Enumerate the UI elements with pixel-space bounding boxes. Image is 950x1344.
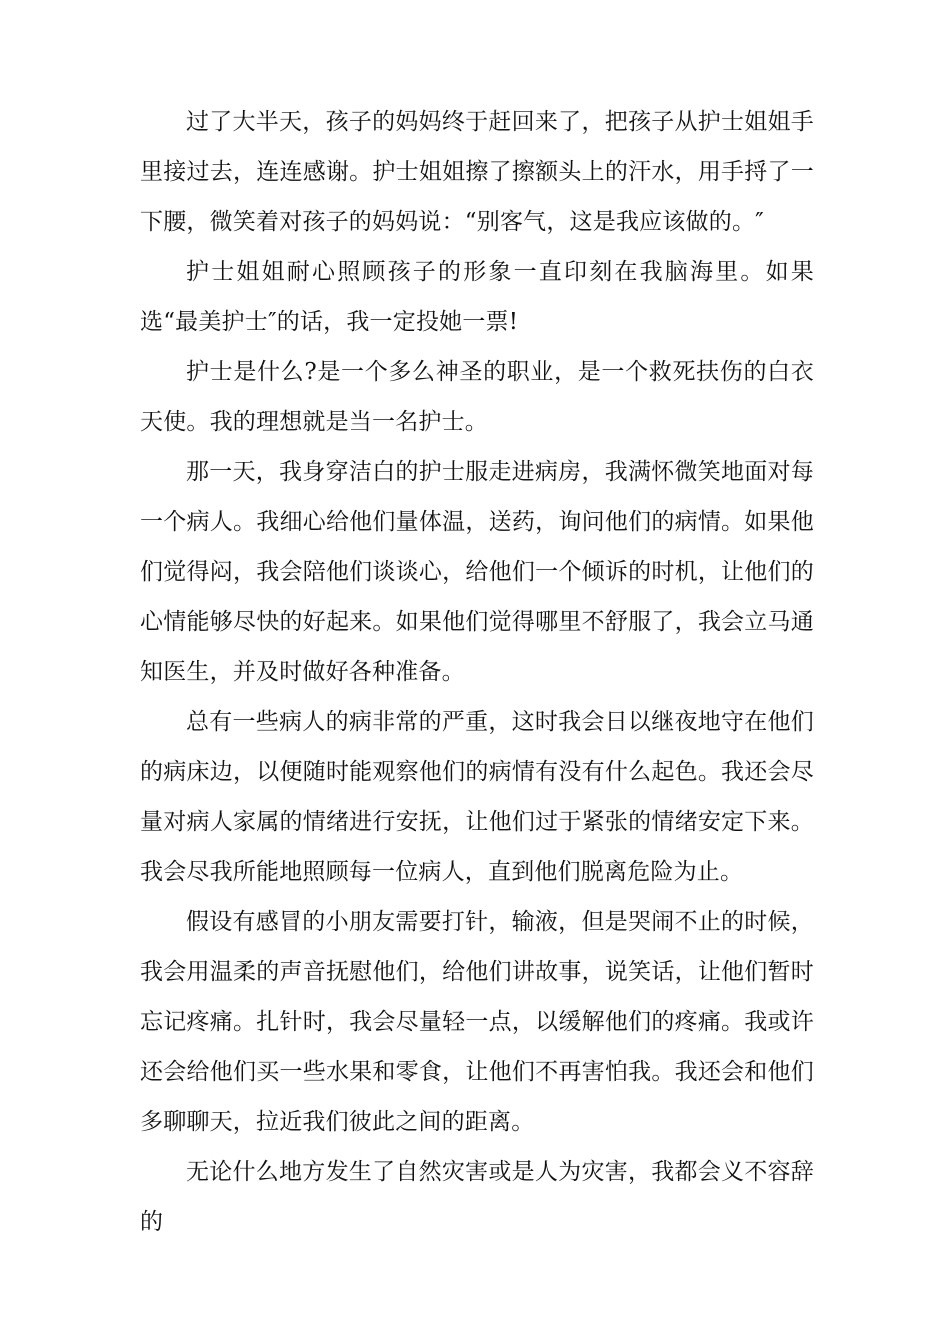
body-text <box>140 97 814 1247</box>
paragraph-2: 护士姐姐耐心照顾孩子的形象一直印刻在我脑海里。如果选“最美护士″的话，我一定投她一票! <box>140 259 814 335</box>
paragraph-5: 总有一些病人的病非常的严重，这时我会日以继夜地守在他们的病床边，以便随时能观察他们的病情有没有什么起色。我还会尽量对病人家属的情绪进行安抚，让他们过于紧张的情绪安定下来。我会尽我所能地照顾每一位病人，直到他们脱离危险为止。 <box>140 709 814 885</box>
paragraph-6: 假设有感冒的小朋友需要打针，输液，但是哭闹不止的时候，我会用温柔的声音抚慰他们，给他们讲故事，说笑话，让他们暂时忘记疼痛。扎针时，我会尽量轻一点，以缓解他们的疼痛。我或许还会给他们买一些水果和零食，让他们不再害怕我。我还会和他们多聊聊天，拉近我们彼此之间的距离。 <box>140 909 814 1135</box>
paragraph-3: 护士是什么?是一个多么神圣的职业，是一个救死扶伤的白衣天使。我的理想就是当一名护士。 <box>140 359 814 435</box>
paragraph-1: 过了大半天，孩子的妈妈终于赶回来了，把孩子从护士姐姐手里接过去，连连感谢。护士姐姐擦了擦额头上的汗水，用手捋了一下腰，微笑着对孩子的妈妈说：“别客气，这是我应该做的。″ <box>140 109 814 235</box>
paragraph-7: 无论什么地方发生了自然灾害或是人为灾害，我都会义不容辞的 <box>140 1159 814 1235</box>
paragraph-4: 那一天，我身穿洁白的护士服走进病房，我满怀微笑地面对每一个病人。我细心给他们量体温，送药，询问他们的病情。如果他们觉得闷，我会陪他们谈谈心，给他们一个倾诉的时机，让他们的心情能够尽快的好起来。如果他们觉得哪里不舒服了，我会立马通知医生，并及时做好各种准备。 <box>140 459 814 685</box>
